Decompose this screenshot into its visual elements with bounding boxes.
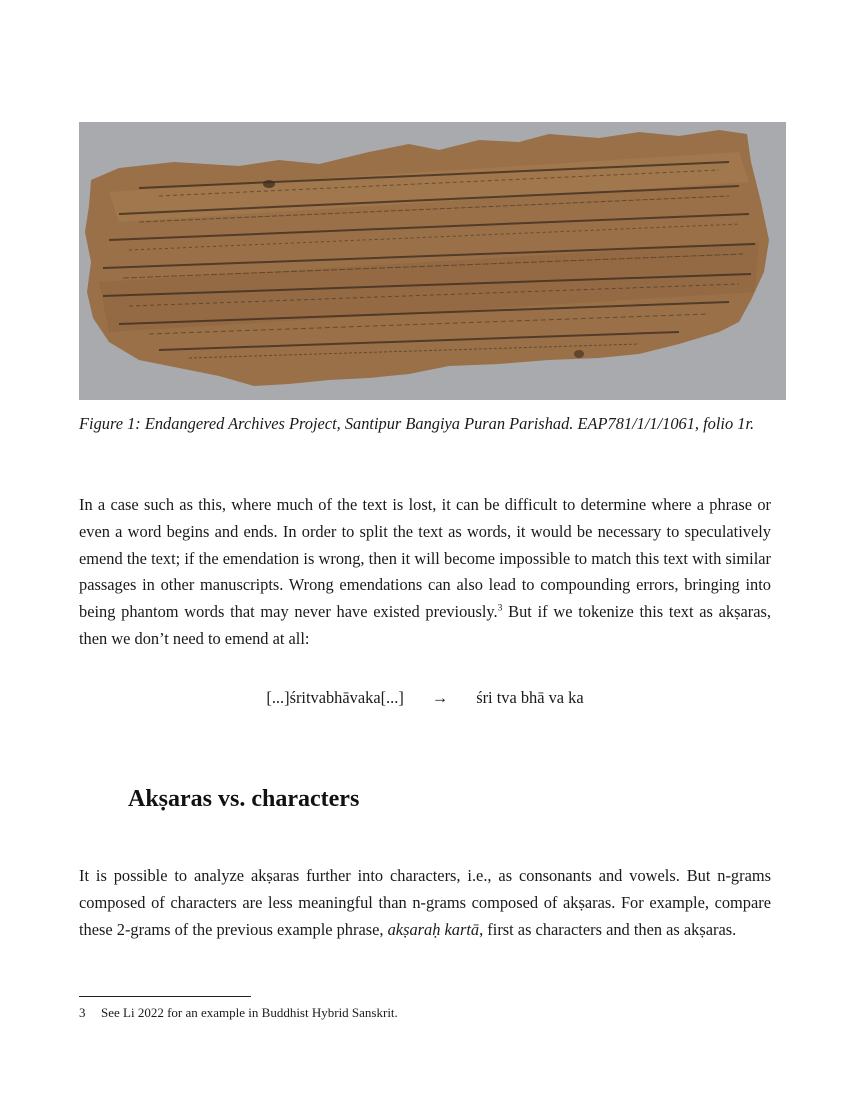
paragraph-text: , first as characters and then as akṣaras. xyxy=(479,919,737,939)
footnote-number: 3 xyxy=(79,1005,86,1020)
section-heading: Akṣaras vs. characters xyxy=(128,786,360,812)
paragraph-text: It is possible to analyze akṣaras further into characters, i.e., as consonants and vowels. But n-grams composed of characters are less meaningful than n-grams composed of akṣaras. For example, compare these 2-grams of the previous example phrase, xyxy=(79,866,771,939)
arrow-icon: → xyxy=(431,688,449,707)
example-input: [...]śritvabhāvaka[...] xyxy=(266,688,404,707)
tokenization-example xyxy=(0,688,850,708)
footnote-reference[interactable]: 3 xyxy=(497,603,503,614)
footnote-text: See Li 2022 for an example in Buddhist Hybrid Sanskrit. xyxy=(101,1005,398,1020)
body-paragraph xyxy=(79,863,771,943)
paragraph-text: But if we tokenize this text as akṣaras, then we don’t need to emend at all: xyxy=(79,602,771,648)
figure-caption: Figure 1: Endangered Archives Project, Santipur Bangiya Puran Parishad. EAP781/1/1/1061, folio 1r. xyxy=(79,414,755,433)
example-output: śri tva bhā va ka xyxy=(476,688,584,707)
palm-leaf-manuscript-image xyxy=(79,122,786,400)
manuscript-figure xyxy=(79,122,786,400)
body-paragraph xyxy=(79,492,771,653)
footnote-divider xyxy=(79,996,251,997)
footnote xyxy=(79,1005,398,1021)
paragraph-text: In a case such as this, where much of the text is lost, it can be difficult to determine where a phrase or even a word begins and ends. In order to split the text as words, it would be necessary to speculatively emend the text; if the emendation is wrong, then it will become impossible to match this text with similar passages in other manuscripts. Wrong emendations can also lead to compounding errors, bringing into being phantom words that may never have existed previously. xyxy=(79,495,771,622)
example-phrase: akṣaraḥ kartā xyxy=(387,919,480,939)
